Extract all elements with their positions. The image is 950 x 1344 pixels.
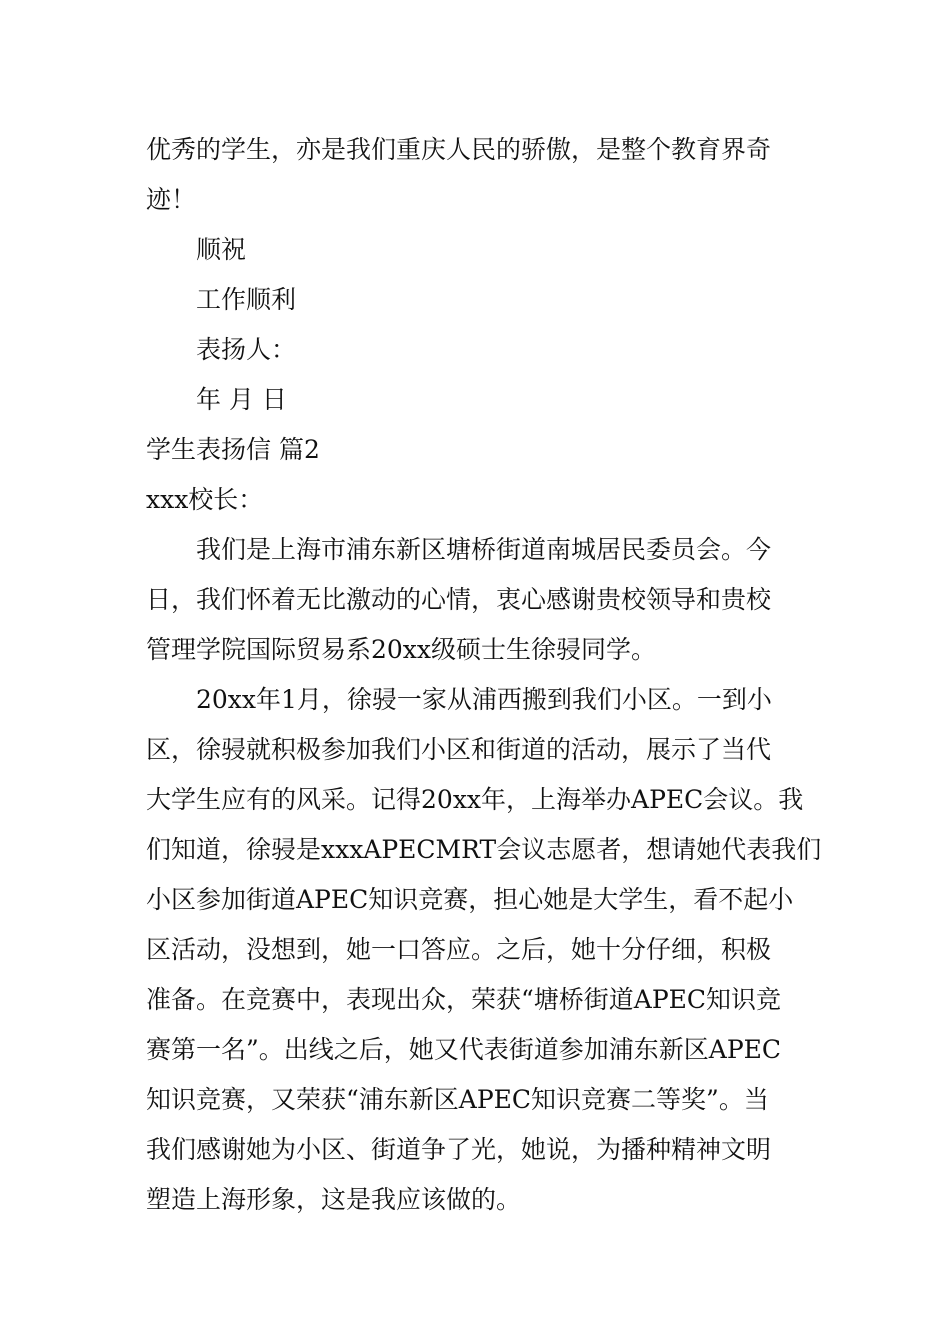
paragraph-line: 20xx年1月，徐骎一家从浦西搬到我们小区。一到小 bbox=[196, 685, 772, 714]
paragraph-line: 区，徐骎就积极参加我们小区和街道的活动，展示了当代 bbox=[146, 735, 772, 764]
paragraph-line: 准备。在竞赛中，表现出众，荣获“塘桥街道APEC知识竞 bbox=[146, 985, 782, 1014]
paragraph-line: 们知道，徐骎是xxxAPECMRT会议志愿者，想请她代表我们 bbox=[146, 835, 822, 864]
closing-wish: 工作顺利 bbox=[196, 285, 297, 314]
signer-label: 表扬人： bbox=[196, 335, 297, 364]
paragraph-line: 区活动，没想到，她一口答应。之后，她十分仔细，积极 bbox=[146, 935, 772, 964]
paragraph-line: 日，我们怀着无比激动的心情，衷心感谢贵校领导和贵校 bbox=[146, 585, 772, 614]
paragraph-line: 小区参加街道APEC知识竞赛，担心她是大学生，看不起小 bbox=[146, 885, 794, 914]
paragraph-line: 我们感谢她为小区、街道争了光，她说，为播种精神文明 bbox=[146, 1135, 772, 1164]
paragraph-line: 我们是上海市浦东新区塘桥街道南城居民委员会。今 bbox=[196, 535, 772, 564]
closing-salutation: 顺祝 bbox=[196, 235, 247, 264]
paragraph-line: 迹！ bbox=[146, 185, 197, 214]
paragraph-line: 大学生应有的风采。记得20xx年，上海举办APEC会议。我 bbox=[146, 785, 804, 814]
paragraph-line: 赛第一名”。出线之后，她又代表街道参加浦东新区APEC bbox=[146, 1035, 782, 1064]
section-heading: 学生表扬信 篇2 bbox=[146, 435, 320, 464]
paragraph-line: 管理学院国际贸易系20xx级硕士生徐骎同学。 bbox=[146, 635, 657, 664]
paragraph-line: 知识竞赛，又荣获“浦东新区APEC知识竞赛二等奖”。当 bbox=[146, 1085, 769, 1114]
date-line: 年 月 日 bbox=[196, 385, 287, 414]
paragraph-line: 优秀的学生，亦是我们重庆人民的骄傲，是整个教育界奇 bbox=[146, 135, 772, 164]
letter-greeting: xxx校长： bbox=[146, 485, 264, 514]
paragraph-line: 塑造上海形象，这是我应该做的。 bbox=[146, 1185, 522, 1214]
